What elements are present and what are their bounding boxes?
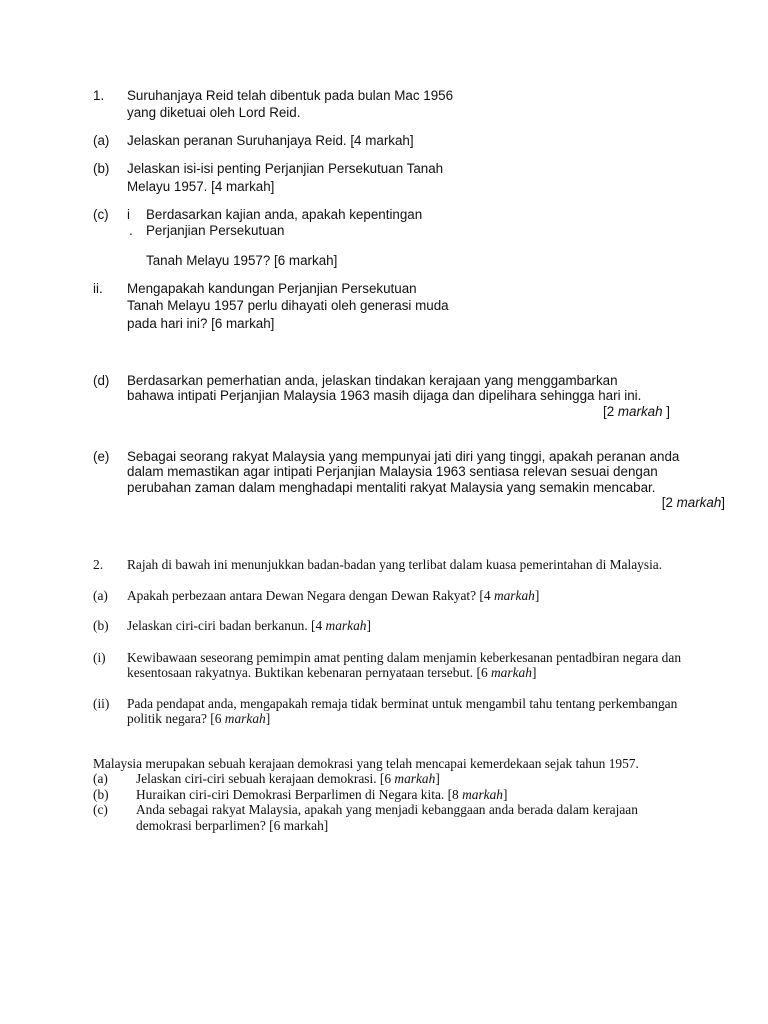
- q1-a-text: Jelaskan peranan Suruhanjaya Reid. [4 markah]: [127, 133, 414, 148]
- q1-d-marks: [470, 404, 670, 420]
- q3-c-line-1: Anda sebagai rakyat Malaysia, apakah yang menjadi kebanggaan anda berada dalam kerajaan: [136, 802, 638, 817]
- q2-i-close: ]: [531, 665, 537, 680]
- q2-ii-line-1: Pada pendapat anda, mengapakah remaja tidak berminat untuk mengambil tahu tentang perkembangan: [127, 696, 678, 711]
- q1-c-line-2: Perjanjian Persekutuan: [146, 223, 285, 238]
- question-1-intro-line-1: Suruhanjaya Reid telah dibentuk pada bulan Mac 1956: [127, 88, 454, 103]
- q2-i-label: (i): [93, 650, 106, 665]
- q2-i-line-1: Kewibawaan seseorang pemimpin amat penting dalam menjamin keberkesanan pentadbiran negara dan: [127, 650, 682, 665]
- q1-c-label: (c): [93, 207, 109, 222]
- q1-d-marks-word: markah: [617, 404, 663, 419]
- question-1-number: 1.: [93, 88, 105, 103]
- question-2-number: 2.: [93, 557, 104, 572]
- q2-ii-close: ]: [265, 711, 271, 726]
- q2-b-label: (b): [93, 618, 109, 633]
- q2-b-close: ]: [366, 618, 371, 633]
- q1-b-line-2: Melayu 1957. [4 markah]: [127, 179, 275, 194]
- q3-a-marks-word: markah: [394, 771, 436, 786]
- q2-ii-label: (ii): [93, 696, 110, 711]
- q1-d-marks-close: ]: [662, 404, 670, 419]
- q3-b-close: ]: [503, 787, 508, 802]
- q1-e-line-1: Sebagai seorang rakyat Malaysia yang mempunyai jati diri yang tinggi, apakah peranan anda: [127, 449, 680, 464]
- q1-d-line-1: Berdasarkan pemerhatian anda, jelaskan tindakan kerajaan yang menggambarkan: [127, 373, 618, 388]
- q1-d-label: (d): [93, 373, 110, 388]
- q3-a-label: (a): [93, 771, 108, 786]
- q2-ii-marks-word: markah: [224, 711, 266, 726]
- q1-ii-line-1: Mengapakah kandungan Perjanjian Persekutuan: [127, 281, 417, 296]
- q2-a-close: ]: [534, 588, 540, 603]
- q3-a-text: [136, 771, 440, 787]
- q3-b-marks-word: markah: [462, 787, 504, 802]
- q1-a-label: (a): [93, 133, 110, 148]
- q3-c-line-2: demokrasi berparlimen? [6 markah]: [136, 818, 329, 833]
- q2-i-line-2-body: kesentosaan rakyatnya. Buktikan kebenaran pernyataan tersebut. [6: [127, 665, 492, 680]
- q2-i-marks-word: markah: [491, 665, 532, 680]
- q1-e-line-2: dalam memastikan agar intipati Perjanjian Malaysia 1963 sentiasa relevan sesuai dengan: [127, 464, 658, 479]
- q3-b-label: (b): [93, 787, 109, 802]
- q3-b-text-body: Huraikan ciri-ciri Demokrasi Berparlimen di Negara kita. [8: [136, 787, 463, 802]
- q1-b-label: (b): [93, 161, 110, 176]
- q1-e-line-3: perubahan zaman dalam menghadapi mentaliti rakyat Malaysia yang semakin mencabar.: [127, 480, 656, 495]
- q3-c-label: (c): [93, 802, 108, 817]
- question-2-intro: Rajah di bawah ini menunjukkan badan-badan yang terlibat dalam kuasa pemerintahan di Malaysia.: [127, 557, 663, 572]
- q2-a-text: [127, 588, 539, 604]
- question-1-intro-line-2: yang diketuai oleh Lord Reid.: [127, 105, 301, 120]
- q2-b-text: [127, 618, 371, 634]
- q1-e-marks-open: [2: [661, 495, 677, 510]
- q2-ii-line-2-body: politik negara? [6: [127, 711, 225, 726]
- q1-c-line-3: Tanah Melayu 1957? [6 markah]: [146, 253, 338, 268]
- q3-a-close: ]: [435, 771, 440, 786]
- q1-c-roman-i: i: [127, 207, 130, 222]
- q1-e-marks-word: markah: [676, 495, 722, 510]
- q1-e-marks: [525, 495, 725, 511]
- q1-e-marks-close: ]: [721, 495, 725, 510]
- q2-i-line-2: [127, 665, 536, 681]
- q2-b-marks-word: markah: [325, 618, 367, 633]
- q1-c-line-1: Berdasarkan kajian anda, apakah kepentingan: [146, 207, 423, 222]
- question-3-intro: Malaysia merupakan sebuah kerajaan demokrasi yang telah mencapai kemerdekaan sejak tahun 1957.: [93, 756, 639, 771]
- q1-c-roman-dot: .: [129, 223, 133, 238]
- q2-a-text-body: Apakah perbezaan antara Dewan Negara dengan Dewan Rakyat? [4: [127, 588, 494, 603]
- q2-a-marks-word: markah: [493, 588, 535, 603]
- q2-a-label: (a): [93, 588, 108, 603]
- q2-b-text-body: Jelaskan ciri-ciri badan berkanun. [4: [127, 618, 326, 633]
- q1-b-line-1: Jelaskan isi-isi penting Perjanjian Persekutuan Tanah: [127, 161, 444, 176]
- q1-ii-label: ii.: [93, 281, 103, 296]
- q1-ii-line-3: pada hari ini? [6 markah]: [127, 316, 275, 331]
- q1-d-marks-open: [2: [603, 404, 618, 419]
- q2-ii-line-2: [127, 711, 270, 727]
- q1-ii-line-2: Tanah Melayu 1957 perlu dihayati oleh generasi muda: [127, 298, 449, 313]
- q3-a-text-body: Jelaskan ciri-ciri sebuah kerajaan demokrasi. [6: [136, 771, 395, 786]
- q1-d-line-2: bahawa intipati Perjanjian Malaysia 1963 masih dijaga dan dipelihara sehingga hari ini.: [127, 388, 642, 403]
- q1-e-label: (e): [93, 449, 110, 464]
- q3-b-text: [136, 787, 507, 803]
